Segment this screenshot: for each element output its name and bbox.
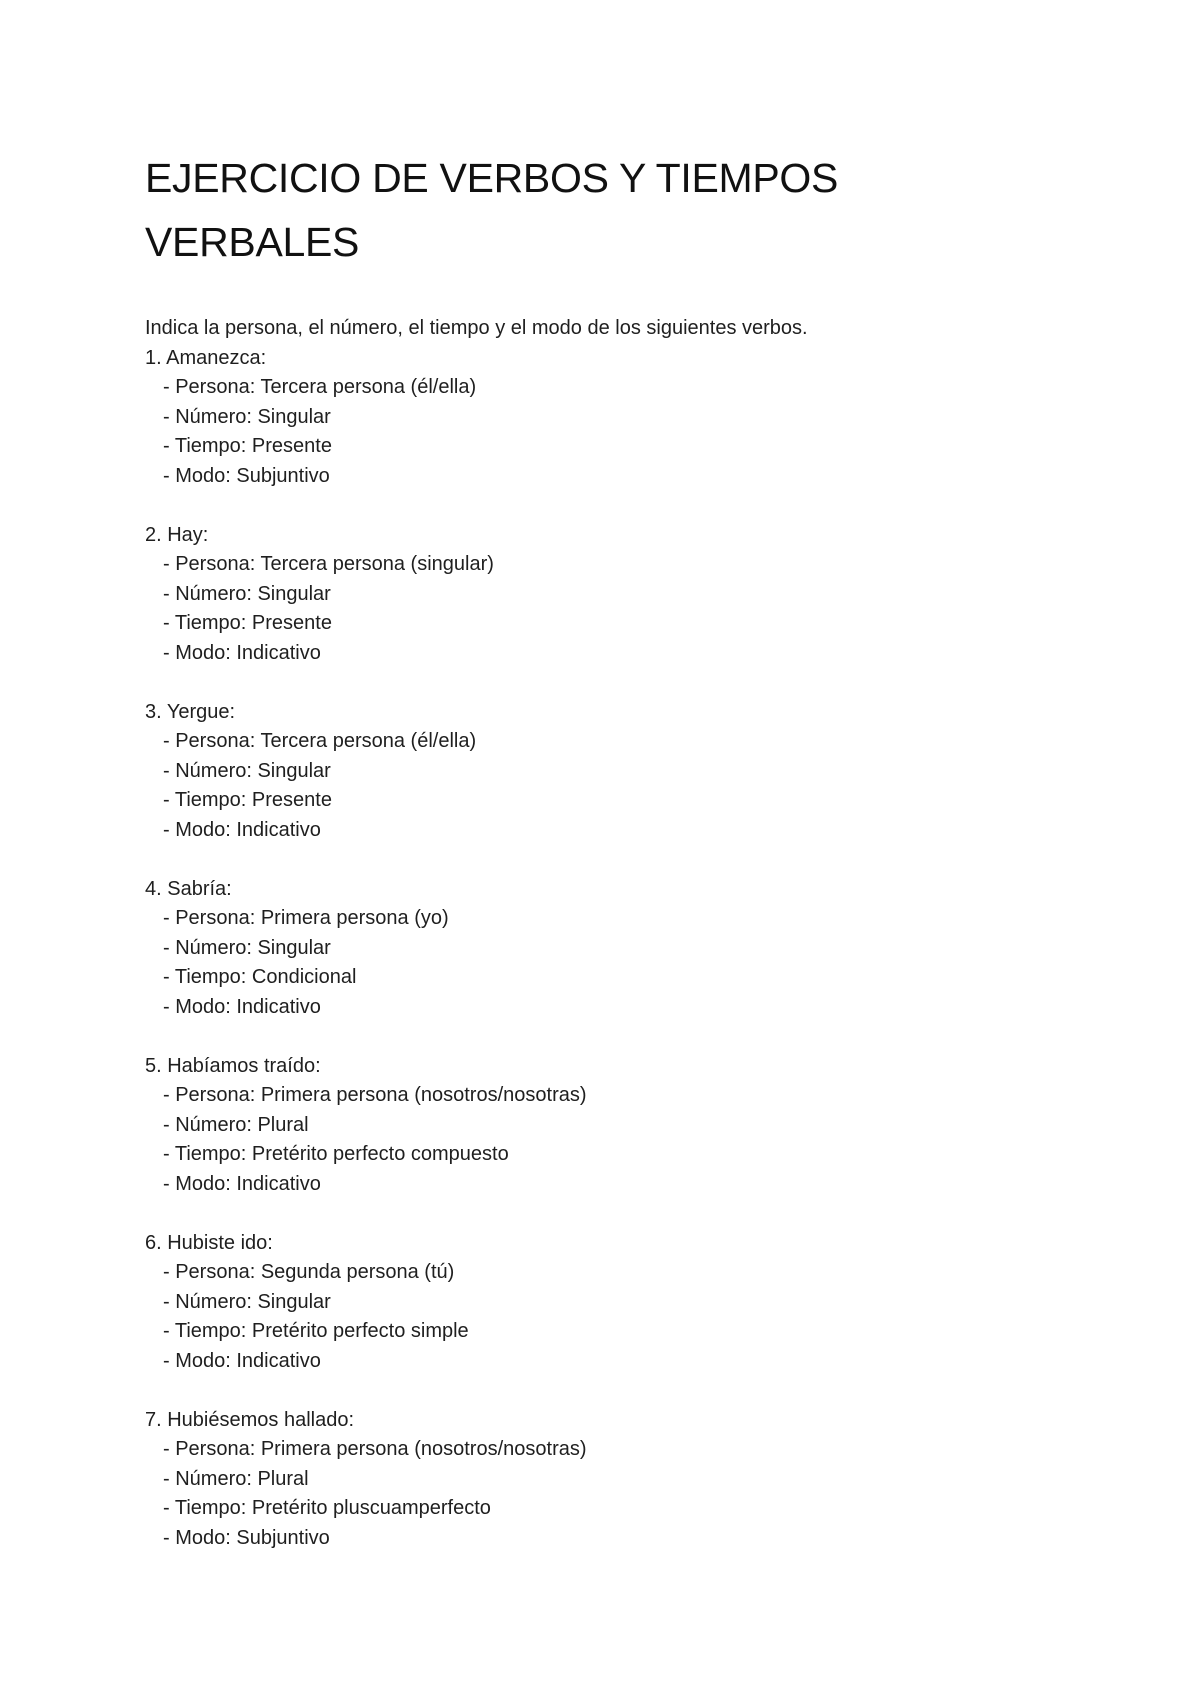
document-title: EJERCICIO DE VERBOS Y TIEMPOS VERBALES [145, 155, 839, 265]
tiempo-line: - Tiempo: Presente [163, 435, 332, 457]
tiempo-line: - Tiempo: Pretérito perfecto simple [163, 1320, 469, 1342]
tiempo-line: - Tiempo: Pretérito perfecto compuesto [163, 1143, 509, 1165]
instructions-text: Indica la persona, el número, el tiempo y el modo de los siguientes verbos. [145, 317, 808, 339]
verb-heading: 7. Hubiésemos hallado: [145, 1408, 355, 1431]
numero-line: - Número: Singular [163, 936, 331, 959]
tiempo-line: - Tiempo: Presente [163, 789, 332, 811]
document-body [145, 146, 1105, 1553]
verb-heading: 5. Habíamos traído: [145, 1054, 321, 1077]
verb-heading: 3. Yergue: [145, 700, 236, 723]
modo-line: - Modo: Indicativo [163, 818, 321, 841]
verb-heading: 4. Sabría: [145, 877, 232, 900]
verb-item-7 [145, 1406, 1105, 1554]
verb-item-4 [145, 875, 1105, 1023]
tiempo-line: - Tiempo: Condicional [163, 966, 357, 988]
verb-item-1 [145, 344, 1105, 492]
numero-line: - Número: Plural [163, 1467, 309, 1490]
persona-line: - Persona: Tercera persona (él/ella) [163, 730, 477, 752]
tiempo-line: - Tiempo: Presente [163, 612, 332, 634]
modo-line: - Modo: Indicativo [163, 1349, 321, 1372]
verb-heading: 1. Amanezca: [145, 346, 267, 369]
numero-line: - Número: Singular [163, 405, 331, 428]
verb-item-3 [145, 698, 1105, 846]
numero-line: - Número: Singular [163, 759, 331, 782]
tiempo-line: - Tiempo: Pretérito pluscuamperfecto [163, 1497, 491, 1519]
persona-line: - Persona: Segunda persona (tú) [163, 1261, 455, 1283]
modo-line: - Modo: Indicativo [163, 1172, 321, 1195]
numero-line: - Número: Singular [163, 582, 331, 605]
modo-line: - Modo: Subjuntivo [163, 1526, 330, 1549]
modo-line: - Modo: Indicativo [163, 995, 321, 1018]
persona-line: - Persona: Tercera persona (él/ella) [163, 376, 477, 398]
verb-heading: 6. Hubiste ido: [145, 1231, 273, 1254]
numero-line: - Número: Plural [163, 1113, 309, 1136]
persona-line: - Persona: Primera persona (yo) [163, 907, 449, 929]
numero-line: - Número: Singular [163, 1290, 331, 1313]
verb-heading: 2. Hay: [145, 523, 209, 546]
persona-line: - Persona: Tercera persona (singular) [163, 553, 494, 575]
verb-item-6 [145, 1229, 1105, 1377]
verb-item-2 [145, 521, 1105, 669]
persona-line: - Persona: Primera persona (nosotros/nosotras) [163, 1438, 587, 1460]
persona-line: - Persona: Primera persona (nosotros/nosotras) [163, 1084, 587, 1106]
verb-item-5 [145, 1052, 1105, 1200]
modo-line: - Modo: Subjuntivo [163, 464, 330, 487]
modo-line: - Modo: Indicativo [163, 641, 321, 664]
